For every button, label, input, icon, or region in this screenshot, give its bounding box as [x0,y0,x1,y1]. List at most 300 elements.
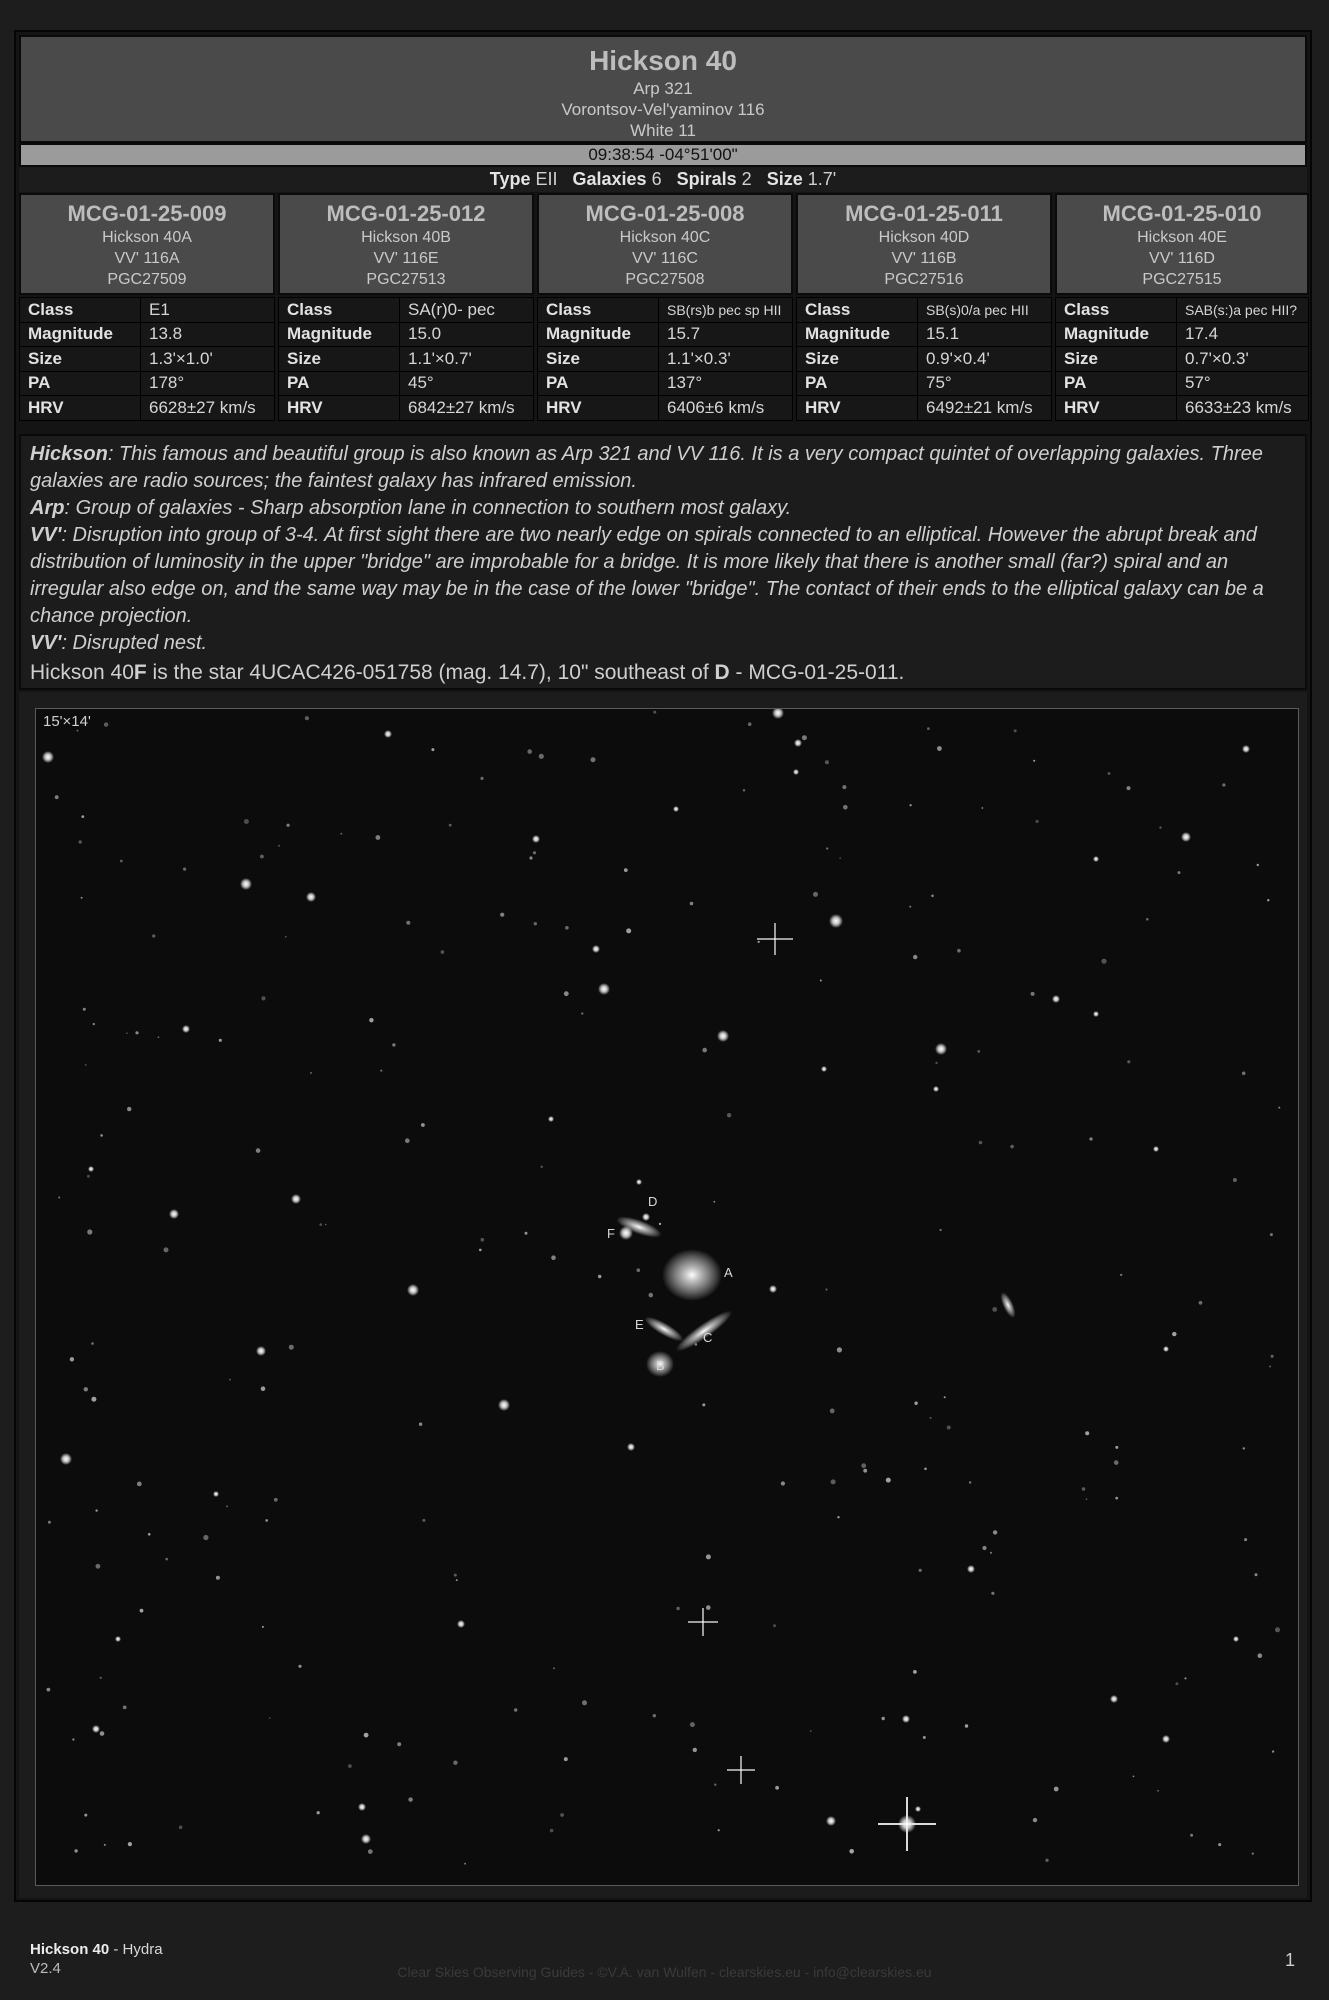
faint-star [965,1724,968,1727]
faint-star [278,845,280,847]
spirals-label: Spirals [676,169,737,189]
hrv-value: 6628±27 km/s [141,396,275,421]
faint-star [1242,1072,1246,1076]
faint-star [1014,729,1017,732]
star [1093,856,1099,862]
pa-value: 45° [400,371,534,396]
faint-star [79,840,82,843]
galaxies-label: Galaxies [572,169,647,189]
faint-star [1258,1653,1263,1658]
faint-star [1255,1573,1258,1576]
galaxy-card-header [278,193,534,295]
faint-star [990,1552,992,1554]
faint-star [380,1070,382,1072]
galaxy-alias: PGC27508 [625,271,705,288]
faint-star [287,824,290,827]
faint-star [1146,918,1149,921]
hickson-text: : This famous and beautiful group is also known as Arp 321 and VV 116. It is a very compact quintet of overlapping galaxies. Three galaxies are radio sources; the faintest galaxy has infrared emission. [30,443,1263,492]
galaxy-properties-table [278,297,534,421]
galaxy-alias: VV' 116A [114,250,180,267]
faint-star [843,805,848,810]
faint-star [1045,1859,1048,1862]
faint-star [690,1722,695,1727]
faint-star [1108,772,1111,775]
vv-description [30,522,1296,630]
faint-star [1085,1431,1089,1435]
faint-star [48,1521,51,1524]
faint-star [626,928,631,933]
star [933,1086,939,1092]
faint-star [931,895,934,898]
table-row [1056,347,1309,372]
faint-star [81,815,84,818]
galaxy-alias: PGC27513 [366,271,446,288]
galaxy-alias: Hickson 40D [878,229,970,246]
faint-star [993,1530,997,1534]
table-row [538,347,793,372]
faint-star [126,1032,128,1034]
faint-star [47,1688,51,1692]
faint-star [1115,1497,1118,1500]
faint-star [830,1409,835,1414]
pa-value: 178° [141,371,275,396]
magnitude-value: 13.8 [141,322,275,347]
table-row [797,347,1052,372]
hickson-description [30,441,1296,495]
galaxy-alias: PGC27516 [884,271,964,288]
galaxy-name: MCG-01-25-009 [67,201,227,226]
star [794,739,802,747]
galaxy-table-row [19,193,1309,463]
faint-star [1082,1487,1086,1491]
faint-star [397,1742,401,1746]
pa-label: PA [1056,371,1177,396]
faint-star [837,1347,842,1352]
hrv-label: HRV [797,396,918,421]
marker-label: A [724,1265,733,1280]
galaxy-name: MCG-01-25-008 [585,201,745,226]
note-text: - MCG-01-25-011. [729,661,905,684]
class-label: Class [538,298,659,323]
faint-star [87,1229,92,1234]
faint-star [839,857,841,859]
star [826,1816,836,1826]
galaxy-card [1055,193,1309,463]
faint-star [456,1579,458,1581]
faint-star [261,1386,266,1391]
magnitude-value: 15.1 [918,322,1052,347]
faint-star [265,1519,268,1522]
table-row [20,371,275,396]
faint-star [91,1342,94,1345]
faint-star [882,1717,885,1720]
faint-star [1127,786,1131,790]
faint-star [152,934,155,937]
faint-star [84,1387,88,1391]
faint-star [1127,1060,1130,1063]
faint-star [991,1592,994,1595]
star [1052,995,1060,1003]
footer-credits: Clear Skies Observing Guides - ©V.A. van Wulfen - clearskies.eu - info@clearskies.eu [397,1964,932,1980]
table-row [279,347,534,372]
faint-star [653,711,656,714]
faint-star [992,1307,997,1312]
star [498,1399,510,1411]
star [793,769,799,775]
table-row [1056,396,1309,421]
faint-star [693,1748,697,1752]
star [92,1725,100,1733]
faint-star [1278,1107,1280,1109]
galaxy-name: MCG-01-25-010 [1102,201,1262,226]
footer-title [30,1940,163,1959]
faint-star [1157,1790,1159,1792]
faint-star [1133,1776,1135,1778]
faint-star [781,1481,785,1485]
hickson-f-note [30,659,1296,686]
galaxy-properties-table [537,297,793,421]
magnitude-label: Magnitude [1056,322,1177,347]
faint-star [137,1482,142,1487]
faint-star [676,1607,679,1610]
faint-star [256,1148,261,1153]
galaxy-alias: VV' 116D [1149,250,1215,267]
table-row [20,347,275,372]
size-value: 1.1'×0.3' [659,347,793,372]
galaxy-name: MCG-01-25-012 [326,201,486,226]
faint-star [70,1357,74,1361]
faint-star [659,1223,661,1225]
faint-star [1115,1446,1118,1449]
faint-star [825,1288,827,1290]
class-label: Class [1056,298,1177,323]
size-label: Size [20,347,141,372]
galaxy-card-header [1055,193,1309,295]
size-value: 1.3'×1.0' [141,347,275,372]
summary-bar [19,167,1307,192]
galaxy-name: MCG-01-25-011 [845,201,1003,226]
star [42,751,54,763]
vv-text: : Disrupted nest. [61,632,208,654]
star [306,892,316,902]
faint-star [454,1574,457,1577]
faint-star [319,1223,322,1226]
faint-star [773,1624,776,1627]
magnitude-label: Magnitude [20,322,141,347]
class-value: SB(rs)b pec sp HII [659,298,793,323]
marker-label: D [648,1194,658,1209]
field-of-view-label: 15'×14' [43,713,91,730]
star [291,1194,301,1204]
class-value: SA(r)0- pec [400,298,534,323]
table-row [797,322,1052,347]
faint-star [598,1275,601,1278]
faint-star [533,851,536,854]
faint-star [165,1558,168,1561]
table-row [538,396,793,421]
hrv-value: 6842±27 km/s [400,396,534,421]
faint-star [653,1714,656,1717]
faint-star [421,1123,425,1127]
faint-star [581,1012,583,1014]
class-value: SAB(s:)a pec HII? [1177,298,1309,323]
sky-background [36,709,1298,1885]
star [673,806,679,812]
faint-star [534,922,537,925]
faint-star [219,1039,222,1042]
faint-star [340,833,342,835]
size-label: Size [766,169,803,189]
star [384,730,392,738]
faint-star [158,1036,160,1038]
faint-star [1036,820,1039,823]
faint-star [702,1048,707,1053]
faint-star [649,1293,654,1298]
star [1093,1011,1099,1017]
faint-star [690,902,694,906]
faint-star [1244,1538,1247,1541]
faint-star [861,1463,866,1468]
pa-label: PA [797,371,918,396]
page-number: 1 [1284,1950,1295,1970]
faint-star [1089,1137,1092,1140]
hrv-value: 6406±6 km/s [659,396,793,421]
galaxy-alias: VV' 116E [373,250,439,267]
faint-star [419,1423,422,1426]
hrv-value: 6633±23 km/s [1177,396,1309,421]
galaxy-card [796,193,1052,463]
galaxy-card-header [19,193,275,295]
hrv-label: HRV [20,396,141,421]
hrv-label: HRV [279,396,400,421]
footer-constellation: - Hydra [109,1941,163,1958]
faint-star [775,1786,779,1790]
star [935,1043,947,1055]
pa-label: PA [279,371,400,396]
faint-star [1218,1843,1221,1846]
faint-star [127,1107,131,1111]
faint-star [179,1826,183,1830]
faint-star [285,936,287,938]
faint-star [727,1113,731,1117]
faint-star [582,1700,587,1705]
size-value: 1.1'×0.7' [400,347,534,372]
galaxy-card [278,193,534,463]
faint-star [969,1481,971,1483]
faint-star [1190,1834,1193,1837]
star [457,1620,465,1628]
table-row [797,396,1052,421]
faint-star [135,1031,138,1034]
type-label: Type [489,169,531,189]
faint-star [1172,1332,1176,1336]
faint-star [479,1249,482,1252]
pa-value: 137° [659,371,793,396]
table-row [797,371,1052,396]
faint-star [305,716,309,720]
marker-label: B [656,1358,665,1373]
star [240,878,252,890]
star [769,1285,777,1293]
size-value: 0.7'×0.3' [1177,347,1309,372]
footer-object-name: Hickson 40 [30,1941,110,1958]
star [1242,745,1250,753]
faint-star [87,1175,90,1178]
faint-star [408,1797,412,1801]
faint-star [624,868,628,872]
galaxy-alias: Hickson 40C [619,229,711,246]
faint-star [274,1498,278,1502]
star [532,835,540,843]
faint-star [1120,1274,1122,1276]
galaxy-alias: Hickson 40A [102,229,192,246]
faint-star [1010,1145,1014,1149]
faint-star [944,1396,946,1398]
sky-image [35,708,1299,1886]
faint-star [449,824,452,827]
faint-star [1275,1627,1280,1632]
faint-star [927,727,930,730]
faint-star [539,754,544,759]
faint-star [813,892,818,897]
star [115,1636,121,1642]
faint-star [551,1255,556,1260]
star [169,1209,179,1219]
pa-label: PA [538,371,659,396]
faint-star [718,1829,720,1831]
faint-star [825,760,829,764]
faint-star [422,1519,425,1522]
footer-version: V2.4 [30,1960,61,1977]
galaxies-value: 6 [651,169,662,189]
faint-star [914,1402,917,1405]
galaxy-a [662,1249,722,1301]
faint-star [560,1813,564,1817]
faint-star [55,795,59,799]
class-value: E1 [141,298,275,323]
faint-star [96,1564,101,1569]
magnitude-label: Magnitude [797,322,918,347]
faint-star [1101,959,1106,964]
faint-star [1270,1233,1273,1236]
faint-star [100,1677,102,1679]
star [592,945,600,953]
galaxy-alias: Hickson 40E [1137,229,1227,246]
faint-star [406,921,410,925]
faint-star [1114,1460,1119,1465]
hrv-label: HRV [1056,396,1177,421]
faint-star [104,722,108,726]
table-row [20,396,275,421]
table-row [1056,298,1309,323]
faint-star [1252,1853,1254,1855]
faint-star [310,1072,312,1074]
image-panel [19,692,1307,1898]
star [636,1179,642,1185]
galaxy-properties-table [19,297,275,421]
faint-star [820,980,822,982]
star [1153,1146,1159,1152]
faint-star [441,950,445,954]
faint-star [481,1238,485,1242]
faint-star [74,1849,77,1852]
faint-star [317,1811,320,1814]
faint-star [1222,783,1225,786]
faint-star [100,1731,105,1736]
faint-star [1257,864,1259,866]
faint-star [802,735,807,740]
faint-star [123,1706,127,1710]
class-label: Class [797,298,918,323]
faint-star [464,1863,466,1865]
faint-star [226,1506,228,1508]
table-row [1056,322,1309,347]
faint-star [940,1229,942,1231]
magnitude-value: 17.4 [1177,322,1309,347]
vv-label: VV' [30,524,62,546]
faint-star [480,777,483,780]
table-row [538,371,793,396]
star [407,1284,419,1296]
faint-star [909,804,911,806]
faint-star [564,991,569,996]
size-value: 0.9'×0.4' [918,347,1052,372]
pa-label: PA [20,371,141,396]
faint-star [1054,1787,1059,1792]
faint-star [713,1201,715,1203]
faint-star [591,757,596,762]
object-alias: Vorontsov-Vel'yaminov 116 [561,100,765,119]
galaxy-alias: PGC27509 [107,271,187,288]
note-bold: F [133,661,147,684]
faint-star [1031,992,1035,996]
faint-star [1086,1498,1088,1500]
table-row [1056,371,1309,396]
object-alias: Arp 321 [633,79,693,98]
star [1181,832,1191,842]
faint-star [1271,1355,1274,1358]
faint-star [529,856,532,859]
faint-star [514,1708,517,1711]
faint-star [886,1478,891,1483]
pa-value: 57° [1177,371,1309,396]
faint-star [743,789,745,791]
object-title: Hickson 40 [589,45,737,76]
galaxy-properties-table [1055,297,1309,421]
star-field [36,709,1298,1885]
faint-star [1243,1447,1245,1449]
faint-star [1033,760,1035,762]
marker-label: E [635,1317,644,1332]
marker-label: C [703,1330,713,1345]
faint-star [977,1050,980,1053]
faint-star [923,1736,926,1739]
faint-star [1233,1178,1237,1182]
star [967,1565,975,1573]
star [627,1443,635,1451]
galaxy-card-header [537,193,793,295]
table-row [279,322,534,347]
star [88,1166,94,1172]
faint-star [348,1764,352,1768]
galaxy-alias: PGC27515 [1142,271,1222,288]
faint-star [913,1670,917,1674]
magnitude-value: 15.7 [659,322,793,347]
faint-star [919,1569,922,1572]
galaxy-card [537,193,793,463]
faint-star [702,1403,705,1406]
faint-star [982,1546,986,1550]
